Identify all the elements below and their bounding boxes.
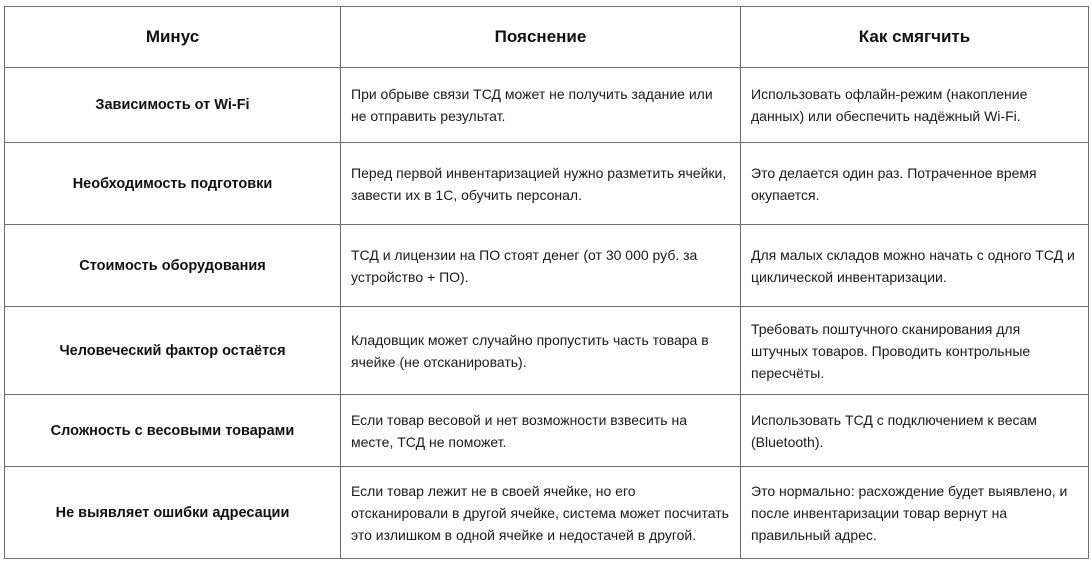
minus-cell: Необходимость подготовки [5,143,341,225]
explanation-cell: Кладовщик может случайно пропустить часть товара в ячейке (не отсканировать). [341,307,741,395]
header-mitigation: Как смягчить [741,7,1089,68]
table-row [5,225,1089,307]
minus-cell: Сложность с весовыми товарами [5,395,341,467]
header-minus: Минус [5,7,341,68]
minus-cell: Человеческий фактор остаётся [5,307,341,395]
explanation-cell: ТСД и лицензии на ПО стоят денег (от 30 000 руб. за устройство + ПО). [341,225,741,307]
table-row [5,68,1089,143]
table-row [5,467,1089,559]
header-explanation: Пояснение [341,7,741,68]
minus-cell: Стоимость оборудования [5,225,341,307]
explanation-cell: Если товар лежит не в своей ячейке, но его отсканировали в другой ячейке, система может посчитать это излишком в одной ячейке и недостачей в другой. [341,467,741,559]
minus-cell: Не выявляет ошибки адресации [5,467,341,559]
minus-cell: Зависимость от Wi-Fi [5,68,341,143]
table-row [5,143,1089,225]
drawbacks-table [4,6,1089,559]
mitigation-cell: Использовать офлайн-режим (накопление данных) или обеспечить надёжный Wi-Fi. [741,68,1089,143]
header-row [5,7,1089,68]
mitigation-cell: Для малых складов можно начать с одного ТСД и циклической инвентаризации. [741,225,1089,307]
mitigation-cell: Это делается один раз. Потраченное время окупается. [741,143,1089,225]
mitigation-cell: Требовать поштучного сканирования для штучных товаров. Проводить контрольные пересчёты. [741,307,1089,395]
mitigation-cell: Это нормально: расхождение будет выявлено, и после инвентаризации товар вернут на правильный адрес. [741,467,1089,559]
mitigation-cell: Использовать ТСД с подключением к весам (Bluetooth). [741,395,1089,467]
explanation-cell: Перед первой инвентаризацией нужно разметить ячейки, завести их в 1С, обучить персонал. [341,143,741,225]
table-row [5,395,1089,467]
explanation-cell: Если товар весовой и нет возможности взвесить на месте, ТСД не поможет. [341,395,741,467]
explanation-cell: При обрыве связи ТСД может не получить задание или не отправить результат. [341,68,741,143]
table-row [5,307,1089,395]
